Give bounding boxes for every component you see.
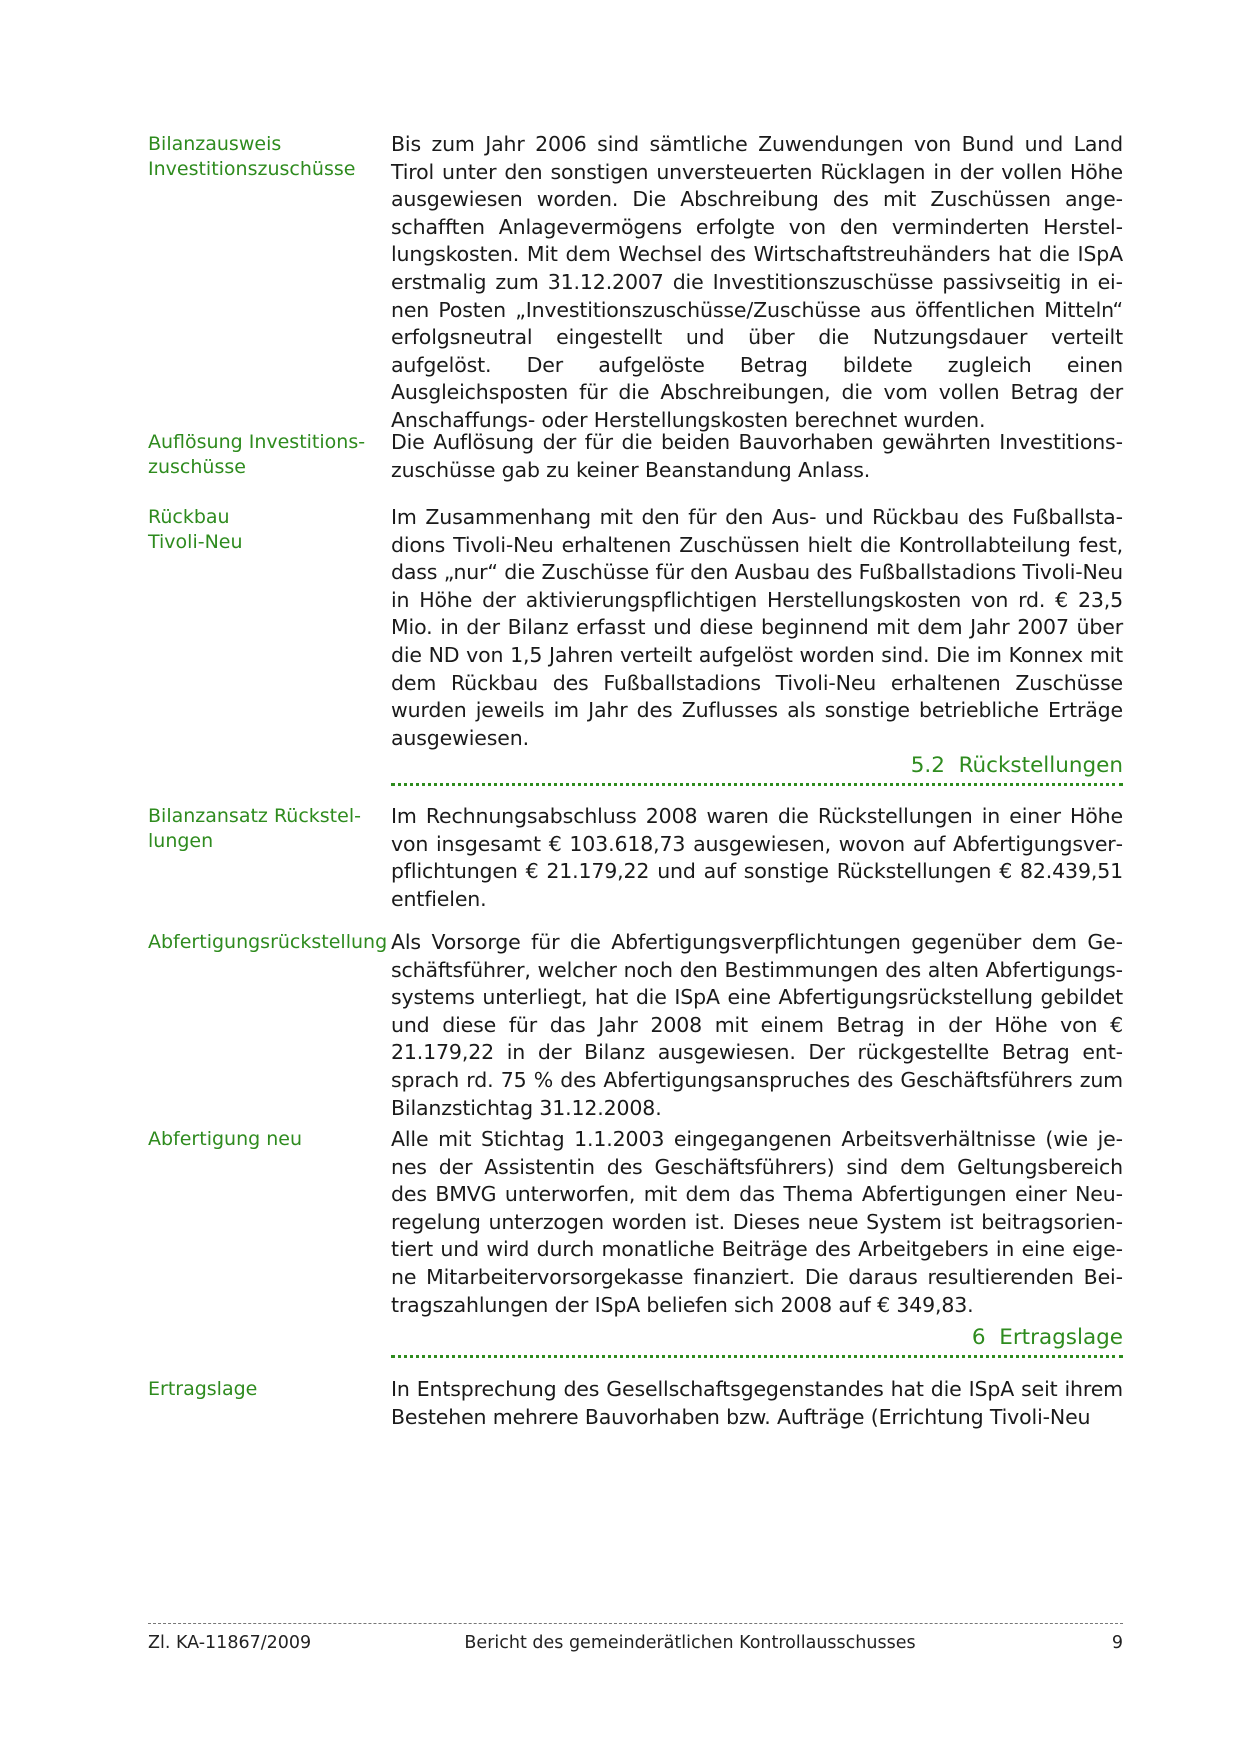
footer-reference: Zl. KA-11867/2009 — [148, 1633, 312, 1653]
page-number: 9 — [1111, 1633, 1123, 1653]
paragraph-abfertigungsrueckstellung: Als Vorsorge für die Abfertigungsverpflichtungen gegenüber dem Geschäftsführer, welcher noch den Bestimmungen des alten Abfertigungssystems unterliegt, hat die ISpA eine Abfertigungsrückstellung gebildet und diese für das Jahr 2008 mit einem Betrag in der Höhe von € 21.179,22 in der Bilanz ausgewiesen. Der rückgestellte Betrag entsprach rd. 75 % des Abfertigungsanspruches des Geschäftsführers zum Bilanzstichtag 31.12.2008. — [391, 930, 1123, 1120]
footer-divider — [148, 1623, 1123, 1624]
margin-label-bilanzansatz: Bilanzansatz Rückstel- lungen — [148, 805, 361, 852]
heading-number: 5.2 — [910, 753, 945, 778]
section-heading-ertragslage — [391, 1324, 1123, 1352]
margin-label-rueckbau: Rückbau Tivoli-Neu — [148, 506, 243, 553]
margin-label-abfertigungsrueckstellung: Abfertigungsrückstellung — [148, 931, 388, 953]
margin-label-aufloesung: Auflösung Investitions- zuschüsse — [148, 431, 366, 478]
heading-title: Rückstellungen — [958, 753, 1123, 778]
paragraph-bilanzausweis: Bis zum Jahr 2006 sind sämtliche Zuwendungen von Bund und Land Tirol unter den sonstigen unversteuerten Rücklagen in der vollen Höhe ausgewiesen worden. Die Abschreibung des mit Zuschüssen angeschafften Anlagevermögens erfolgte von den verminderten Herstellungskosten. Mit dem Wechsel des Wirtschaftstreuhänders hat die ISpA erstmalig zum 31.12.2007 die Investitionszuschüsse passivseitig in einen Posten „Investitionszuschüsse/Zuschüsse aus öffentlichen Mitteln“ erfolgsneutral eingestellt und über die Nutzungsdauer verteilt aufgelöst. Der aufgelöste Betrag bildete zugleich einen Ausgleichsposten für die Abschreibungen, die vom vollen Betrag der Anschaffungs- oder Herstellungskosten berechnet wurden. — [391, 132, 1123, 432]
footer-title: Bericht des gemeinderätlichen Kontrollausschusses — [464, 1633, 916, 1653]
paragraph-rueckbau: Im Zusammenhang mit den für den Aus- und Rückbau des Fußballstadions Tivoli-Neu erhaltenen Zuschüssen hielt die Kontrollabteilung fest, dass „nur“ die Zuschüsse für den Ausbau des Fußballstadions Tivoli-Neu in Höhe der aktivierungspflichtigen Herstellungskosten von rd. € 23,5 Mio. in der Bilanz erfasst und diese beginnend mit dem Jahr 2007 über die ND von 1,5 Jahren verteilt aufgelöst worden sind. Die im Konnex mit dem Rückbau des Fußballstadions Tivoli-Neu erhaltenen Zuschüsse wurden jeweils im Jahr des Zuflusses als sonstige betriebliche Erträge ausgewiesen. — [391, 505, 1123, 750]
paragraph-abfertigung-neu: Alle mit Stichtag 1.1.2003 eingegangenen Arbeitsverhältnisse (wie jenes der Assistentin des Geschäftsführers) sind dem Geltungsbereich des BMVG unterworfen, mit dem das Thema Abfertigungen einer Neuregelung unterzogen worden ist. Dieses neue System ist beitragsorientiert und wird durch monatliche Beiträge des Arbeitgebers in eine eigene Mitarbeitervorsorgekasse finanziert. Die daraus resultierenden Beitragszahlungen der ISpA beliefen sich 2008 auf € 349,83. — [391, 1127, 1123, 1317]
section-heading-rueckstellungen — [391, 752, 1123, 780]
paragraph-ertragslage: In Entsprechung des Gesellschaftsgegenstandes hat die ISpA seit ihrem Bestehen mehrere Bauvorhaben bzw. Aufträge (Errichtung Tivoli-Neu — [391, 1377, 1123, 1429]
paragraph-bilanzansatz: Im Rechnungsabschluss 2008 waren die Rückstellungen in einer Höhe von insgesamt € 103.618,73 ausgewiesen, wovon auf Abfertigungsverpflichtungen € 21.179,22 und auf sonstige Rückstellungen € 82.439,51 entfielen. — [391, 804, 1123, 911]
margin-label-abfertigung-neu: Abfertigung neu — [148, 1128, 302, 1150]
heading-title: Ertragslage — [999, 1325, 1123, 1350]
heading-divider — [391, 783, 1123, 786]
heading-divider — [391, 1355, 1123, 1358]
margin-label-bilanzausweis: Bilanzausweis Investitionszuschüsse — [148, 133, 356, 180]
heading-number: 6 — [971, 1325, 986, 1350]
paragraph-aufloesung: Die Auflösung der für die beiden Bauvorhaben gewährten Investitionszuschüsse gab zu keiner Beanstandung Anlass. — [391, 430, 1123, 482]
margin-label-ertragslage: Ertragslage — [148, 1378, 258, 1400]
